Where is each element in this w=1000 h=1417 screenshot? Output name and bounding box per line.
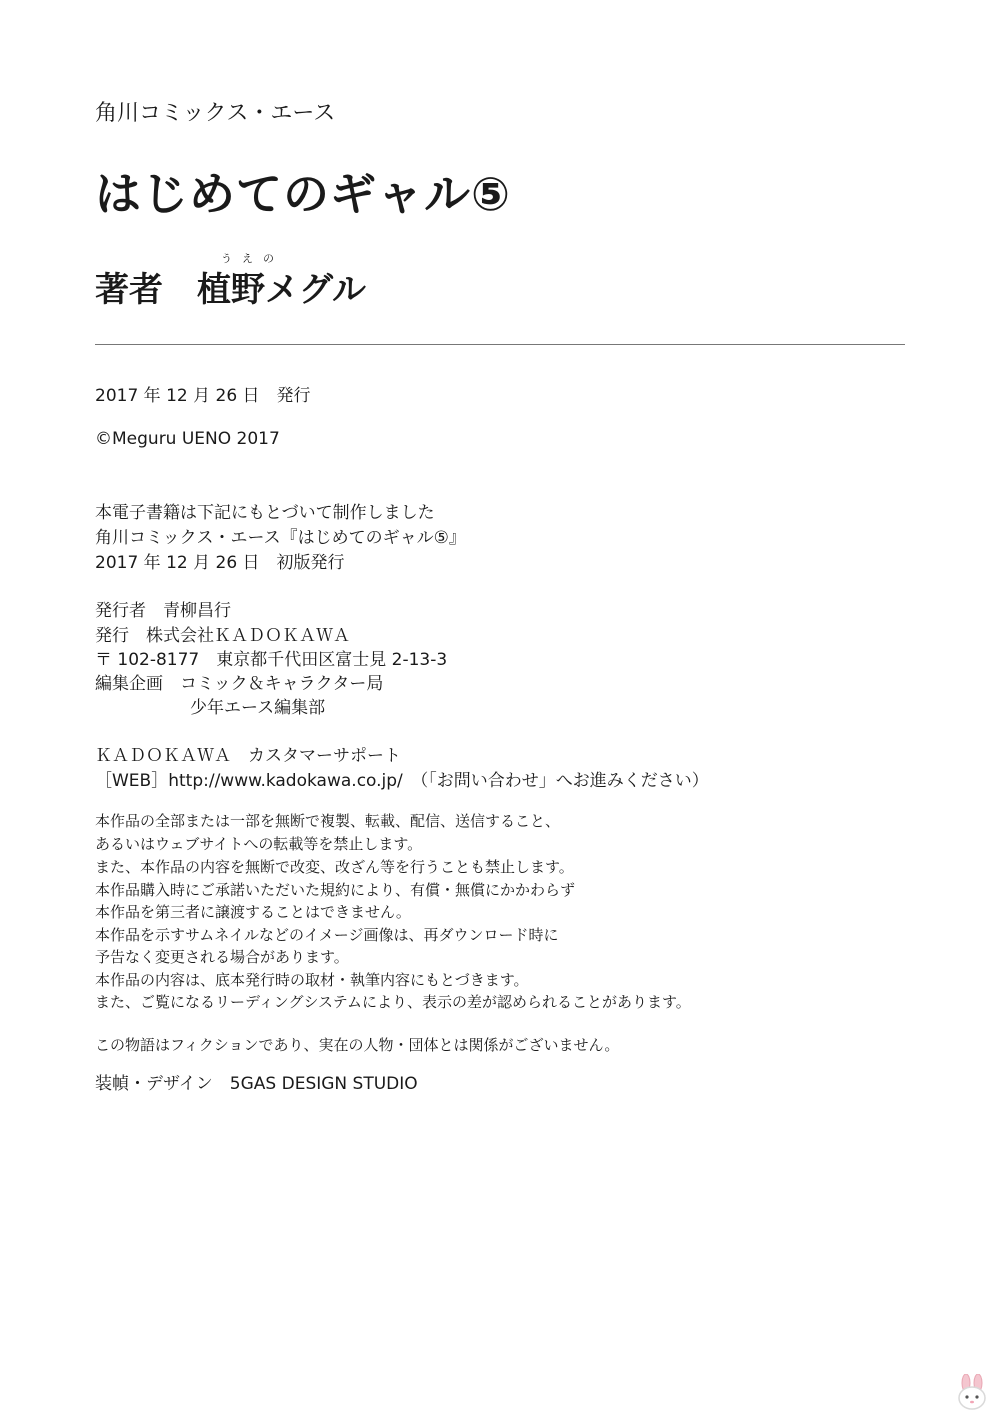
book-title: はじめてのギャル⑤ bbox=[95, 167, 511, 221]
copyright: ©Meguru UENO 2017 bbox=[95, 429, 280, 449]
publisher-line: 発行者 青柳昌行 bbox=[95, 601, 231, 621]
notice-line: また、本作品の内容を無断で改変、改ざん等を行うことも禁止します。 bbox=[95, 858, 574, 876]
publisher-line: 〒 102-8177 東京都千代田区富士見 2-13-3 bbox=[95, 650, 448, 670]
publish-date: 2017 年 12 月 26 日 発行 bbox=[95, 386, 311, 406]
publisher-line-text: 少年エース編集部 bbox=[190, 698, 326, 718]
author-name: 植野メグル bbox=[197, 270, 366, 310]
publisher-line: 発行 株式会社ＫＡＤＯＫＡＷＡ bbox=[95, 626, 350, 646]
notice-line: 予告なく変更される場合があります。 bbox=[95, 948, 349, 966]
notice-line: あるいはウェブサイトへの転載等を禁止します。 bbox=[95, 835, 423, 853]
notice-line: 本作品を第三者に譲渡することはできません。 bbox=[95, 903, 411, 921]
support-line: ＫＡＤＯＫＡＷＡ カスタマーサポート bbox=[95, 746, 401, 766]
notice-line: 本作品の全部または一部を無断で複製、転載、配信、送信すること、 bbox=[95, 812, 561, 830]
divider-line bbox=[95, 344, 905, 345]
author-row bbox=[95, 252, 366, 311]
rabbit-icon bbox=[955, 1374, 989, 1410]
imprint-label: 角川コミックス・エース bbox=[95, 101, 336, 126]
fiction-notice: この物語はフィクションであり、実在の人物・団体とは関係がございません。 bbox=[95, 1036, 620, 1054]
author-role: 著者 bbox=[95, 270, 163, 310]
source-line: 本電子書籍は下記にもとづいて制作しました bbox=[95, 503, 435, 523]
support-line: ［WEB］http://www.kadokawa.co.jp/ （「お問い合わせ」へお進みください） bbox=[95, 771, 709, 791]
publisher-line: 編集企画 コミック＆キャラクター局 bbox=[95, 674, 384, 694]
author-name-wrap bbox=[197, 252, 366, 311]
notice-line: 本作品を示すサムネイルなどのイメージ画像は、再ダウンロード時に bbox=[95, 926, 559, 944]
notice-line: 本作品の内容は、底本発行時の取材・執筆内容にもとづきます。 bbox=[95, 971, 529, 989]
notice-line: また、ご覧になるリーディングシステムにより、表示の差が認められることがあります。 bbox=[95, 993, 691, 1011]
source-line: 角川コミックス・エース『はじめてのギャル⑤』 bbox=[95, 528, 466, 548]
publisher-line bbox=[95, 693, 325, 718]
author-ruby: うえの bbox=[221, 252, 284, 265]
source-line: 2017 年 12 月 26 日 初版発行 bbox=[95, 553, 345, 573]
notice-line: 本作品購入時にご承諾いただいた規約により、有償・無償にかかわらず bbox=[95, 881, 576, 899]
design-credit: 装幀・デザイン 5GAS DESIGN STUDIO bbox=[95, 1074, 418, 1094]
